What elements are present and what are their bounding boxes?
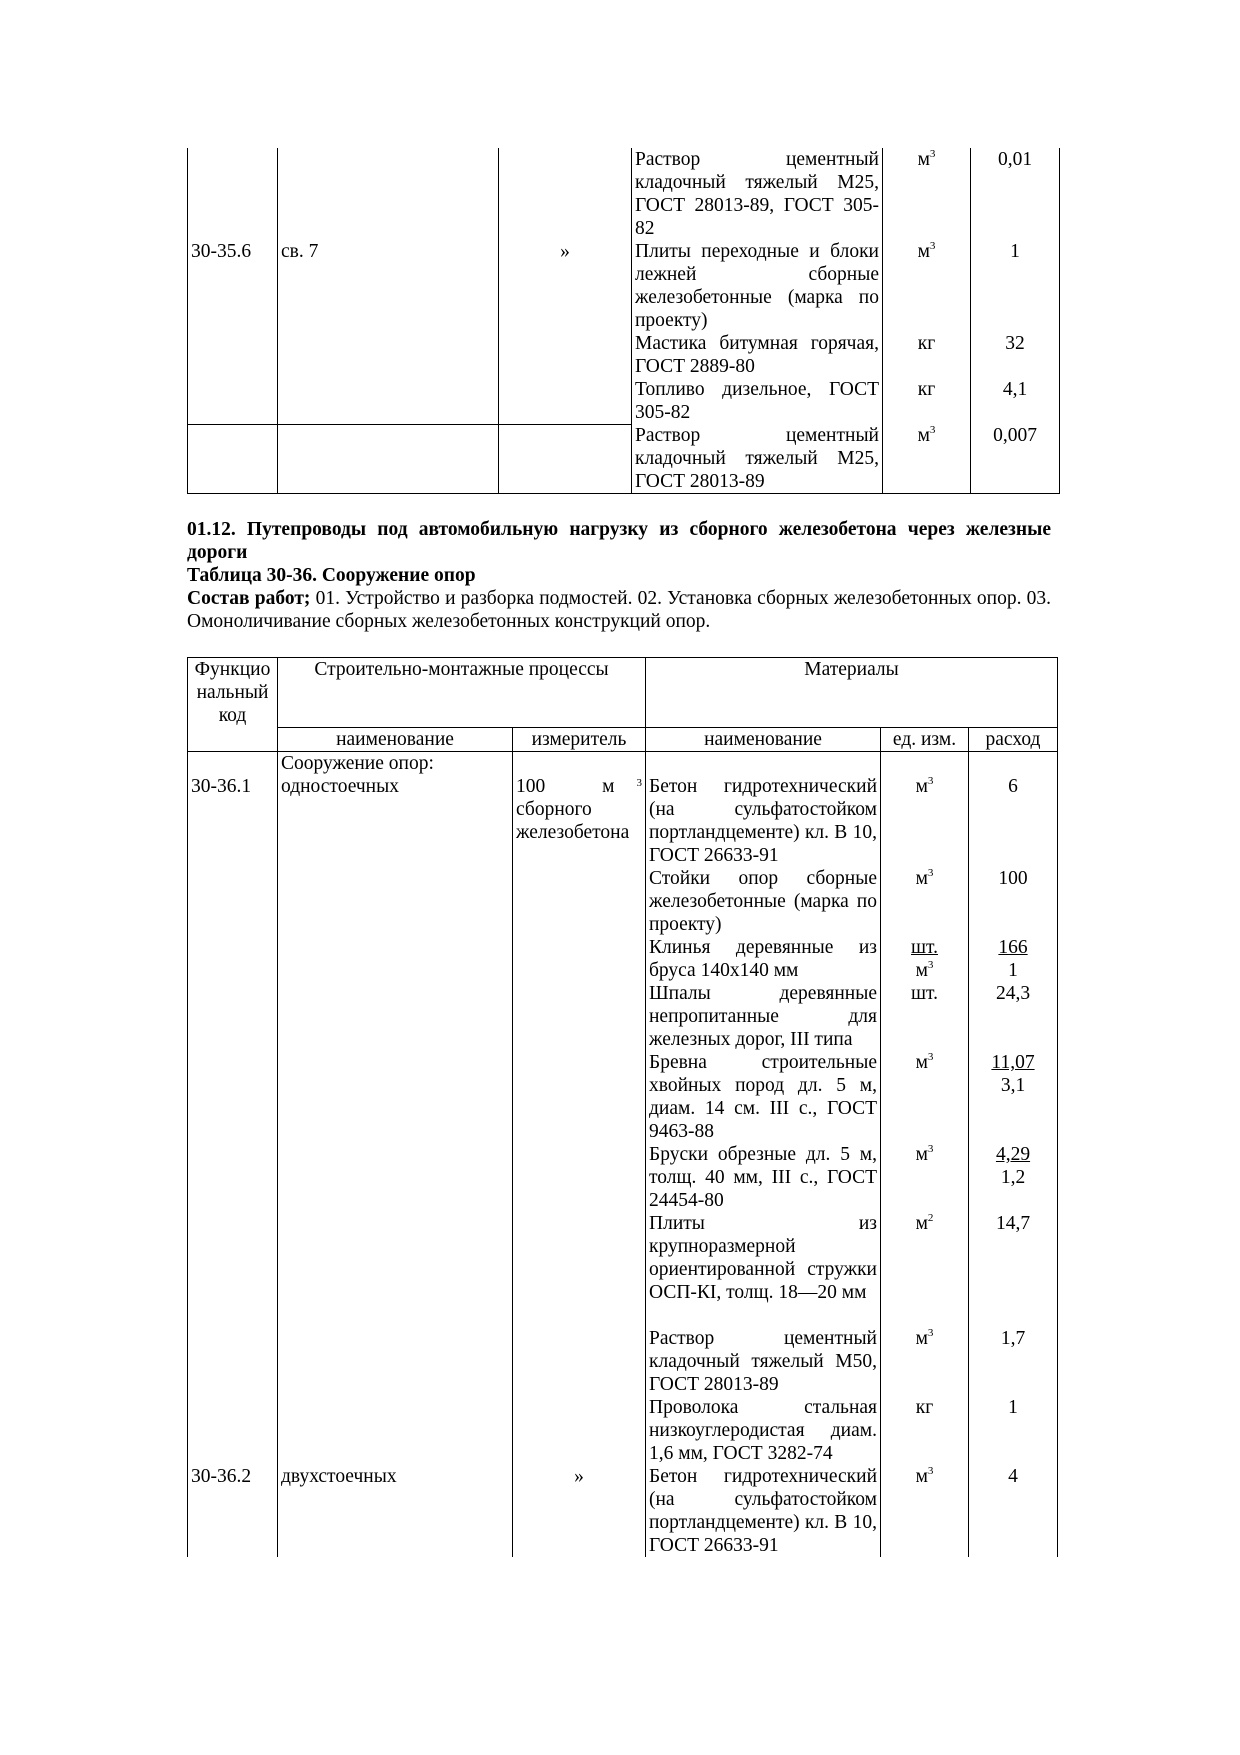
table-row	[188, 424, 1060, 494]
process-measure: 100 м 3 сборного железобетона	[513, 775, 646, 867]
process-measure: »	[499, 240, 632, 332]
material-name: Бетон гидротехнический (на сульфатостойком портландцементе) кл. В 10, ГОСТ 26633-91	[646, 1465, 881, 1557]
material-name: Проволока стальная низкоуглеродистая диам. 1,6 мм, ГОСТ 3282-74	[646, 1396, 881, 1465]
table-row	[188, 1051, 1058, 1143]
material-unit: кг	[883, 332, 971, 378]
functional-code: 30-36.2	[188, 1465, 278, 1557]
material-unit: $м^3$	[881, 1465, 969, 1557]
material-qty: 14,7	[969, 1212, 1058, 1327]
header-mat-qty: расход	[969, 728, 1058, 752]
material-qty: 1	[971, 240, 1060, 332]
table-subheader-row	[188, 728, 1058, 752]
header-materials: Материалы	[646, 658, 1058, 728]
material-qty: 1	[969, 1396, 1058, 1465]
header-mat-unit: ед. изм.	[881, 728, 969, 752]
material-name: Клинья деревянные из бруса 140х140 мм	[646, 936, 881, 982]
continuation-table	[187, 148, 1060, 494]
process-name: одностоечных	[278, 775, 513, 867]
process-name: св. 7	[278, 240, 499, 332]
material-unit: $м^3$	[883, 148, 971, 240]
header-processes: Строительно-монтажные процессы	[278, 658, 646, 728]
material-name: Бревна строительные хвойных пород дл. 5 м, диам. 14 см. III с., ГОСТ 9463-88	[646, 1051, 881, 1143]
table-row	[188, 752, 1058, 776]
table-row	[188, 936, 1058, 982]
table-row	[188, 1396, 1058, 1465]
header-functional-code: Функцио нальный код	[188, 658, 278, 752]
work-label: Состав работ;	[187, 588, 311, 609]
material-unit: кг	[883, 378, 971, 424]
material-name: Бетон гидротехнический (на сульфатостойком портландцементе) кл. В 10, ГОСТ 26633-91	[646, 775, 881, 867]
section-title: 01.12. Путепроводы под автомобильную нагрузку из сборного железобетона через железные дороги	[187, 519, 1051, 563]
material-qty: 4,29 1,2	[969, 1143, 1058, 1212]
work-description	[187, 587, 1051, 633]
material-qty: 6	[969, 775, 1058, 867]
material-unit: $м^3$	[883, 240, 971, 332]
material-name: Стойки опор сборные железобетонные (марка по проекту)	[646, 867, 881, 936]
material-qty: 11,07 3,1	[969, 1051, 1058, 1143]
process-name: двухстоечных	[278, 1465, 513, 1557]
material-qty: 4,1	[971, 378, 1060, 424]
material-unit: $м^3$	[883, 424, 971, 494]
material-qty: 100	[969, 867, 1058, 936]
table-row	[188, 1327, 1058, 1396]
material-unit: $м^3$	[881, 1143, 969, 1212]
material-qty: 32	[971, 332, 1060, 378]
table-row	[188, 867, 1058, 936]
material-unit: $м^3$	[881, 867, 969, 936]
process-measure: »	[513, 1465, 646, 1557]
material-name: Мастика битумная горячая, ГОСТ 2889-80	[632, 332, 883, 378]
functional-code: 30-35.6	[188, 240, 278, 332]
material-name: Шпалы деревянные непропитанные для железных дорог, III типа	[646, 982, 881, 1051]
header-proc-name: наименование	[278, 728, 513, 752]
material-unit: $м^2$	[881, 1212, 969, 1327]
header-mat-name: наименование	[646, 728, 881, 752]
material-unit: шт. $м^3$	[881, 936, 969, 982]
table-row	[188, 332, 1060, 378]
material-unit: $м^3$	[881, 775, 969, 867]
material-name: Топливо дизельное, ГОСТ 305-82	[632, 378, 883, 424]
material-qty: 1,7	[969, 1327, 1058, 1396]
material-qty: 4	[969, 1465, 1058, 1557]
material-unit: $м^3$	[881, 1327, 969, 1396]
material-name: Плиты из крупноразмерной ориентированной стружки ОСП-КI, толщ. 18—20 мм	[646, 1212, 881, 1327]
material-unit: кг	[881, 1396, 969, 1465]
material-qty: 0,01	[971, 148, 1060, 240]
table-row	[188, 982, 1058, 1051]
material-name: Бруски обрезные дл. 5 м, толщ. 40 мм, III с., ГОСТ 24454-80	[646, 1143, 881, 1212]
functional-code: 30-36.1	[188, 775, 278, 867]
material-qty: 166 1	[969, 936, 1058, 982]
table-row	[188, 378, 1060, 424]
group-label: Сооружение опор:	[278, 752, 513, 776]
table-row	[188, 1465, 1058, 1557]
table-row	[188, 775, 1058, 867]
table-row	[188, 148, 1060, 240]
table-header-row	[188, 658, 1058, 728]
material-unit: шт.	[881, 982, 969, 1051]
table-row	[188, 1143, 1058, 1212]
work-text: 01. Устройство и разборка подмостей. 02. Установка сборных железобетонных опор. 03. Омоноличивание сборных железобетонных конструкций опор.	[187, 588, 1051, 632]
header-proc-unit: измеритель	[513, 728, 646, 752]
table-row	[188, 1212, 1058, 1327]
materials-table	[187, 657, 1058, 1557]
material-name: Плиты переходные и блоки лежней сборные железобетонные (марка по проекту)	[632, 240, 883, 332]
material-qty: 24,3	[969, 982, 1058, 1051]
material-qty: 0,007	[971, 424, 1060, 494]
table-title: Таблица 30-36. Сооружение опор	[187, 565, 476, 586]
material-name: Раствор цементный кладочный тяжелый М25, ГОСТ 28013-89	[632, 424, 883, 494]
material-name: Раствор цементный кладочный тяжелый М25, ГОСТ 28013-89, ГОСТ 305-82	[632, 148, 883, 240]
material-unit: $м^3$	[881, 1051, 969, 1143]
material-name: Раствор цементный кладочный тяжелый М50, ГОСТ 28013-89	[646, 1327, 881, 1396]
table-row	[188, 240, 1060, 332]
